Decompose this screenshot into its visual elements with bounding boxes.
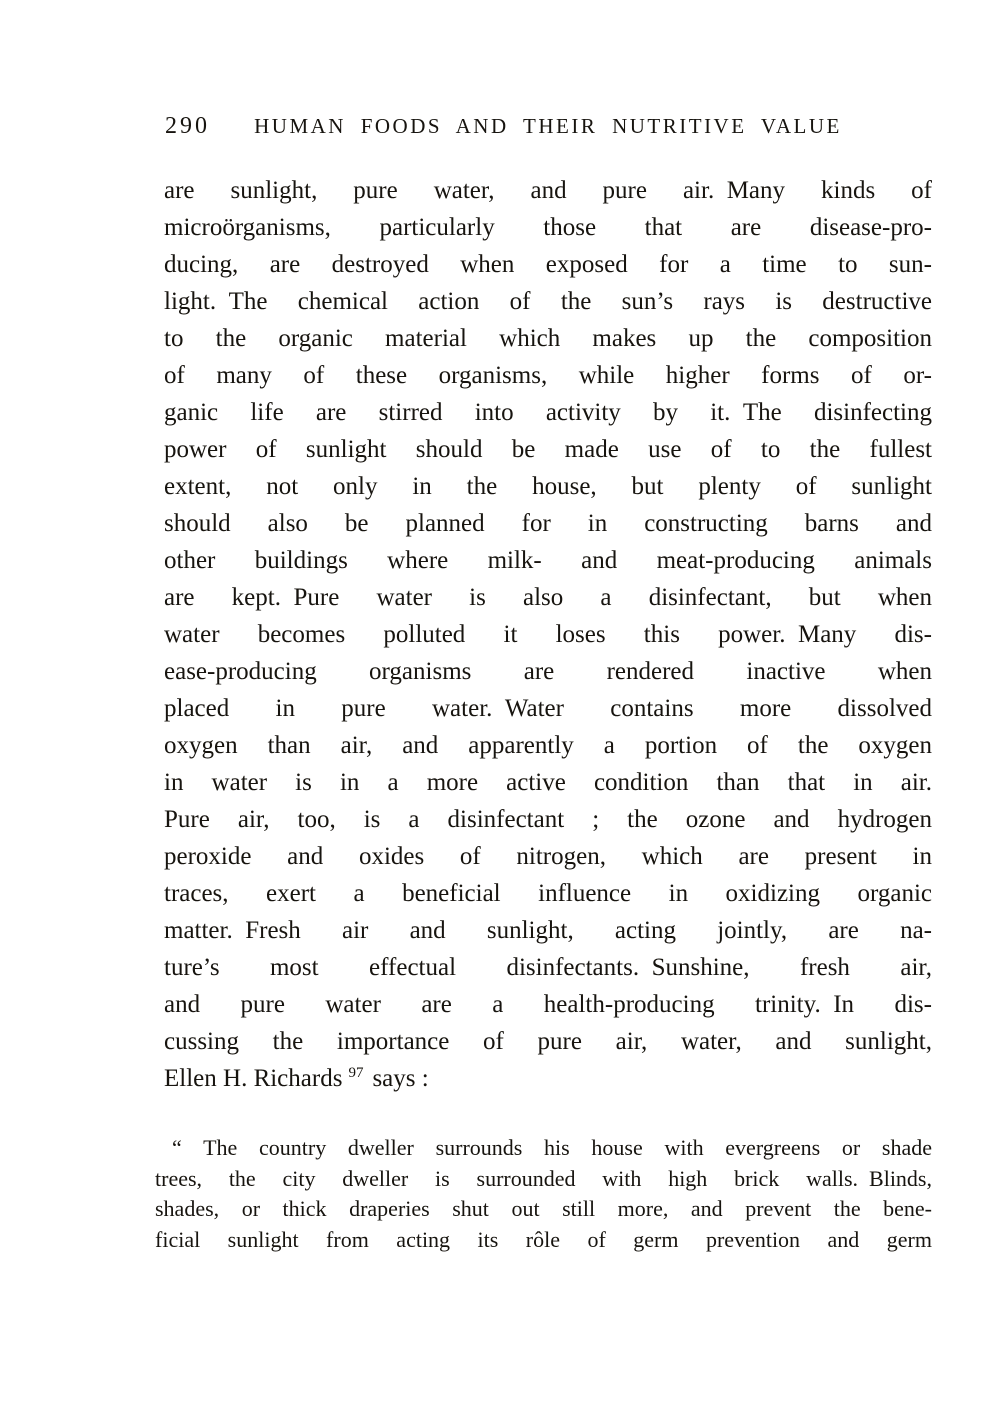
text-line: microörganisms, particularly those that are disease-pro- [164,214,932,241]
text-line: extent, not only in the house, but plenty of sunlight [164,473,932,500]
text-line: are sunlight, pure water, and pure air. Many kinds of [164,177,932,204]
text-line: peroxide and oxides of nitrogen, which are present in [164,843,932,870]
text-line-last [164,1060,932,1097]
text-line: matter. Fresh air and sunlight, acting jointly, are na- [164,917,932,944]
text-line: power of sunlight should be made use of to the fullest [164,436,932,463]
text-line: are kept. Pure water is also a disinfectant, but when [164,584,932,611]
text-line: oxygen than air, and apparently a portion of the oxygen [164,732,932,759]
page-number: 290 [165,113,210,139]
author-name: Ellen H. Richards [164,1065,343,1092]
text-line: placed in pure water. Water contains more dissolved [164,695,932,722]
text-line: cussing the importance of pure air, water, and sunlight, [164,1028,932,1055]
quote-line: “ The country dweller surrounds his house with evergreens or shade [172,1135,932,1160]
last-line-suffix: says : [372,1065,429,1092]
text-line: ganic life are stirred into activity by it. The disinfecting [164,399,932,426]
text-line: ducing, are destroyed when exposed for a time to sun- [164,251,932,278]
text-line: of many of these organisms, while higher forms of or- [164,362,932,389]
text-line: ture’s most effectual disinfectants. Sunshine, fresh air, [164,954,932,981]
text-line: Pure air, too, is a disinfectant ; the ozone and hydrogen [164,806,932,833]
block-quote [155,1133,932,1255]
text-line: other buildings where milk- and meat-producing animals [164,547,932,574]
text-line: light. The chemical action of the sun’s rays is destructive [164,288,932,315]
text-line: and pure water are a health-producing trinity. In dis- [164,991,932,1018]
quote-line: trees, the city dweller is surrounded with high brick walls. Blinds, [155,1165,932,1191]
running-title: HUMAN FOODS AND THEIR NUTRITIVE VALUE [254,114,842,138]
text-line: water becomes polluted it loses this power. Many dis- [164,621,932,648]
text-line: should also be planned for in constructing barns and [164,510,932,537]
text-line: to the organic material which makes up the composition [164,325,932,352]
text-line: in water is in a more active condition than that in air. [164,769,932,796]
text-line: traces, exert a beneficial influence in oxidizing organic [164,880,932,907]
body-paragraph [164,172,932,1097]
quote-line: ficial sunlight from acting its rôle of germ prevention and germ [155,1226,932,1252]
text-line: ease-producing organisms are rendered inactive when [164,658,932,685]
footnote-reference: 97 [348,1064,364,1081]
quote-line: shades, or thick draperies shut out still more, and prevent the bene- [155,1196,932,1221]
page-header [164,113,932,140]
